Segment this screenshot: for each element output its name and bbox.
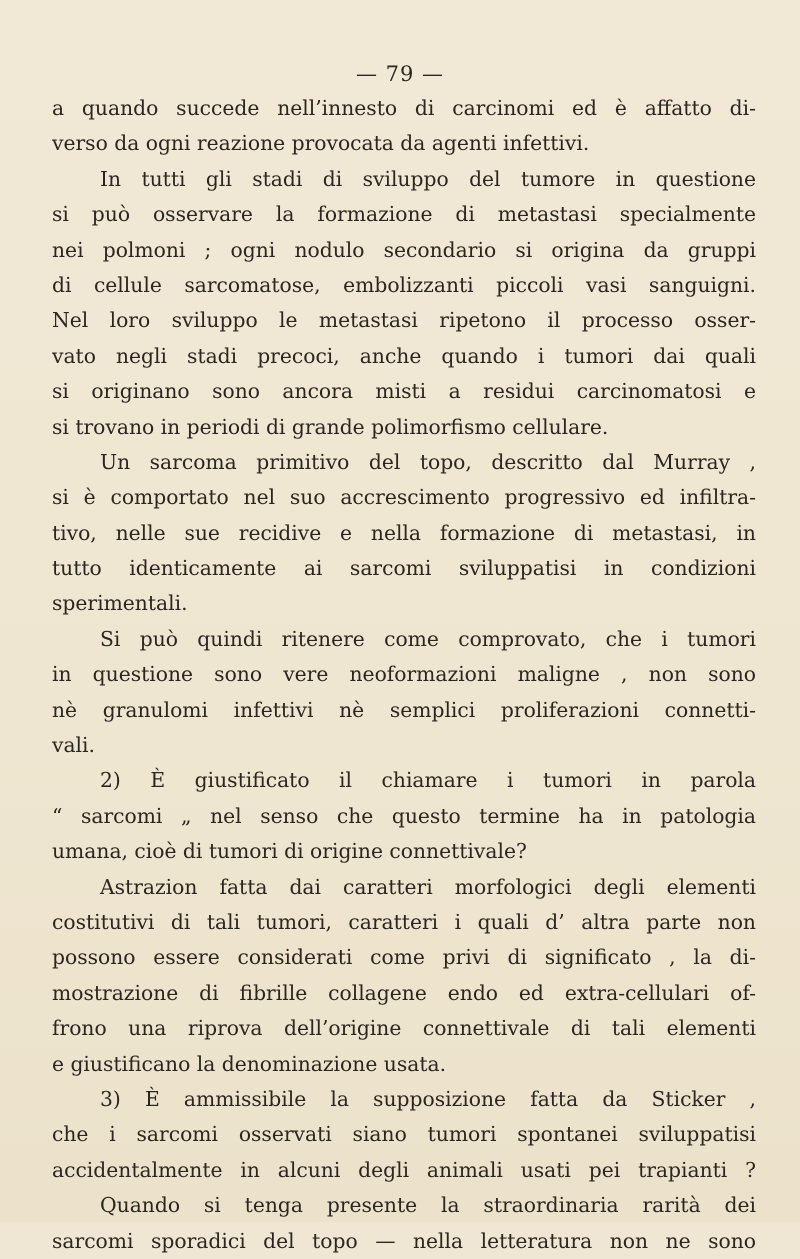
text-line: nei polmoni ; ogni nodulo secondario si origina da gruppi (52, 237, 756, 262)
text-line: sarcomi sporadici del topo — nella letteratura non ne sono (52, 1228, 756, 1253)
text-line: di cellule sarcomatose, embolizzanti piccoli vasi sanguigni. (52, 272, 756, 297)
text-line: possono essere considerati come privi di significato , la di- (52, 945, 756, 970)
text-line: si trovano in periodi di grande polimorfismo cellulare. (52, 414, 609, 439)
text-line: sperimentali. (52, 591, 188, 616)
text-line: Quando si tenga presente la straordinaria rarità dei (100, 1193, 756, 1218)
text-line: Un sarcoma primitivo del topo, descritto dal Murray , (100, 449, 756, 474)
text-line: vali. (52, 733, 95, 758)
text-line: umana, cioè di tumori di origine connettivale? (52, 839, 527, 864)
text-line: che i sarcomi osservati siano tumori spontanei sviluppatisi (52, 1122, 756, 1147)
text-line: 3) È ammissibile la supposizione fatta da Sticker , (100, 1086, 756, 1111)
text-line: “ sarcomi „ nel senso che questo termine ha in patologia (52, 803, 756, 828)
text-line: accidentalmente in alcuni degli animali usati pei trapianti ? (52, 1157, 756, 1182)
text-line: in questione sono vere neoformazioni maligne , non sono (52, 662, 756, 687)
text-line: Si può quindi ritenere come comprovato, che i tumori (100, 626, 756, 651)
text-line: a quando succede nell’innesto di carcinomi ed è affatto di- (52, 96, 756, 120)
body-text (52, 91, 756, 1259)
text-line: vato negli stadi precoci, anche quando i tumori dai quali (52, 343, 756, 368)
text-line: 2) È giustificato il chiamare i tumori in parola (100, 768, 756, 793)
text-line: si è comportato nel suo accrescimento progressivo ed infiltra- (52, 485, 756, 510)
text-line: frono una riprova dell’origine connettivale di tali elementi (52, 1016, 756, 1041)
text-line: Astrazion fatta dai caratteri morfologici degli elementi (100, 874, 756, 899)
text-line: mostrazione di fibrille collagene endo ed extra-cellulari of- (52, 980, 756, 1005)
text-line: Nel loro sviluppo le metastasi ripetono il processo osser- (52, 308, 756, 333)
text-line: si originano sono ancora misti a residui carcinomatosi e (52, 379, 756, 404)
page-number: — 79 — (355, 62, 445, 86)
text-line: nè granulomi infettivi nè semplici proliferazioni connetti- (52, 697, 756, 722)
text-line: verso da ogni reazione provocata da agenti infettivi. (52, 131, 590, 156)
text-line: costitutivi di tali tumori, caratteri i quali d’ altra parte non (52, 909, 756, 934)
text-line: tutto identicamente ai sarcomi sviluppatisi in condizioni (52, 556, 756, 581)
text-line: In tutti gli stadi di sviluppo del tumore in questione (100, 166, 756, 191)
text-line: tivo, nelle sue recidive e nella formazione di metastasi, in (52, 520, 756, 545)
text-line: e giustificano la denominazione usata. (52, 1051, 447, 1076)
text-line: si può osservare la formazione di metastasi specialmente (52, 202, 756, 227)
